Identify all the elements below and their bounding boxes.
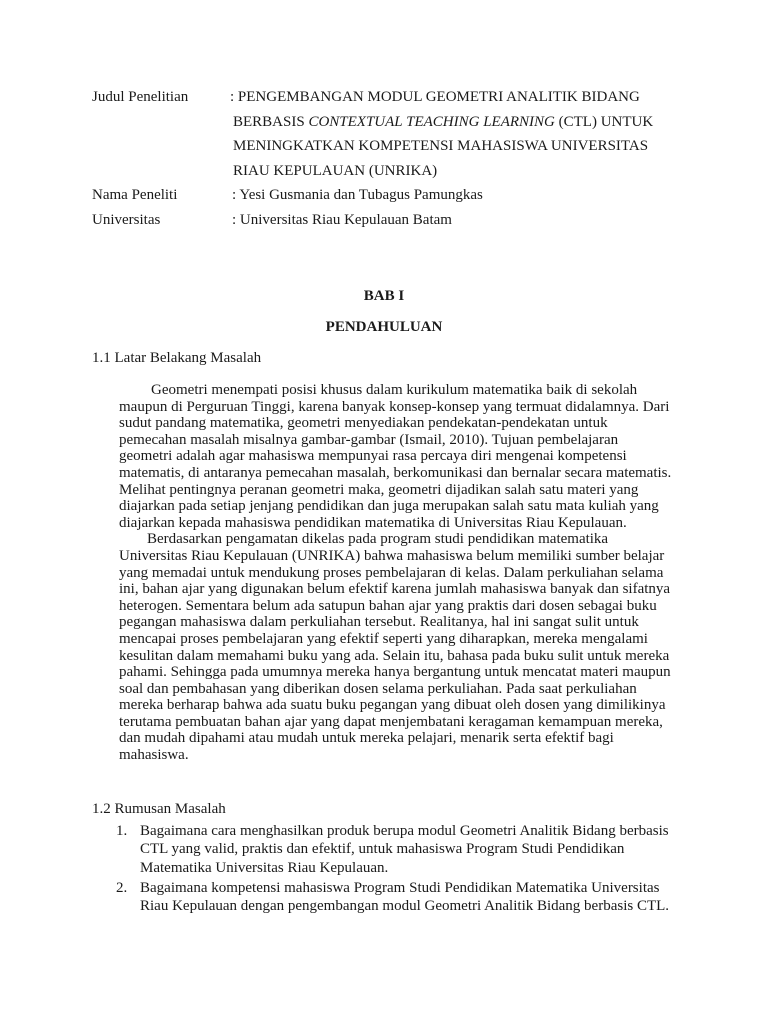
list-item-text: Bagaimana kompetensi mahasiswa Program Studi Pendidikan Matematika Universitas Riau Kepulauan dengan pengembangan modul Geometri Analitik Bidang berbasis CTL. [140, 879, 670, 915]
list-item-text: Bagaimana cara menghasilkan produk berupa modul Geometri Analitik Bidang berbasis CTL yang valid, praktis dan efektif, untuk mahasiswa Program Studi Pendidikan Matematika Universitas Riau Kepulauan. [140, 823, 669, 876]
research-title-line-2-italic: CONTEXTUAL TEACHING LEARNING [308, 113, 555, 130]
section-1-body [119, 382, 674, 764]
section-heading-2: 1.2 Rumusan Masalah [92, 801, 226, 817]
university-row [92, 208, 692, 233]
research-title-line-2 [230, 110, 692, 135]
research-title-label: Judul Penelitian [92, 89, 189, 105]
research-title-line-4: RIAU KEPULAUAN (UNRIKA) [233, 162, 438, 179]
section-heading-1: 1.1 Latar Belakang Masalah [92, 350, 262, 366]
research-metadata [92, 85, 692, 232]
university-value: : Universitas Riau Kepulauan Batam [232, 211, 452, 228]
paragraph-2: Berdasarkan pengamatan dikelas pada program studi pendidikan matematika Universitas Riau Kepulauan (UNRIKA) bahwa mahasiswa belum memiliki sumber belajar yang memadai untuk mendukung proses pembelajaran di kelas. Dalam perkuliahan selama ini, bahan ajar yang digunakan belum efektif karena jumlah mahasiswa banyak dan sifatnya heterogen. Sementara belum ada satupun bahan ajar yang praktis dari dosen sebagai buku pegangan mahasiswa dalam perkuliahan tersebut. Realitanya, hal ini sangat sulit untuk mencapai proses pembelajaran yang efektif seperti yang diharapkan, mereka mengalami kesulitan dalam memahami buku yang ada. Selain itu, bahasa pada buku sulit untuk mereka pahami. Sehingga pada umumnya mereka hanya bergantung untuk mencatat materi maupun soal dan pembahasan yang diberikan dosen selama perkuliahan. Pada saat perkuliahan mereka berharap bahwa ada suatu buku pegangan yang dibuat oleh dosen yang dimilikinya terutama pembuatan bahan ajar yang dapat menjembatani keragaman kemampuan mereka, dan mudah dipahami atau mudah untuk mereka pelajari, menarik serta efektif bagi mahasiswa. [119, 531, 671, 764]
chapter-number: BAB I [363, 288, 405, 304]
research-title-row [92, 85, 692, 183]
university-label: Universitas [92, 211, 161, 228]
researcher-row [92, 183, 692, 208]
research-title-line-2-post: (CTL) UNTUK [554, 113, 654, 130]
research-title-line-1: : PENGEMBANGAN MODUL GEOMETRI ANALITIK BIDANG [230, 89, 640, 105]
list-item [92, 822, 682, 877]
research-title-value [230, 85, 692, 183]
list-item [92, 879, 682, 916]
list-item-number: 1. [116, 823, 128, 839]
chapter-title: PENDAHULUAN [325, 319, 443, 335]
problem-list [92, 822, 682, 917]
researcher-value: : Yesi Gusmania dan Tubagus Pamungkas [232, 187, 483, 203]
research-title-line-3: MENINGKATKAN KOMPETENSI MAHASISWA UNIVERSITAS [233, 138, 649, 154]
list-item-number: 2. [116, 879, 128, 896]
research-title-line-2-pre: BERBASIS [233, 113, 309, 130]
paragraph-1: Geometri menempati posisi khusus dalam kurikulum matematika baik di sekolah maupun di Perguruan Tinggi, karena banyak konsep-konsep yang termuat didalamnya. Dari sudut pandang matematika, geometri menyediakan pendekatan-pendekatan untuk pemecahan masalah misalnya gambar-gambar (Ismail, 2010). Tujuan pembelajaran geometri adalah agar mahasiswa mempunyai rasa percaya diri mengenai kompetensi matematis, di antaranya pemecahan masalah, berkomunikasi dan bernalar secara matematis. Melihat pentingnya peranan geometri maka, geometri dijadikan salah satu materi yang diajarkan pada setiap jenjang pendidikan dan juga merupakan salah satu mata kuliah yang diajarkan kepada mahasiswa pendidikan matematika di Universitas Riau Kepulauan. [119, 382, 672, 531]
researcher-label: Nama Peneliti [92, 187, 178, 203]
